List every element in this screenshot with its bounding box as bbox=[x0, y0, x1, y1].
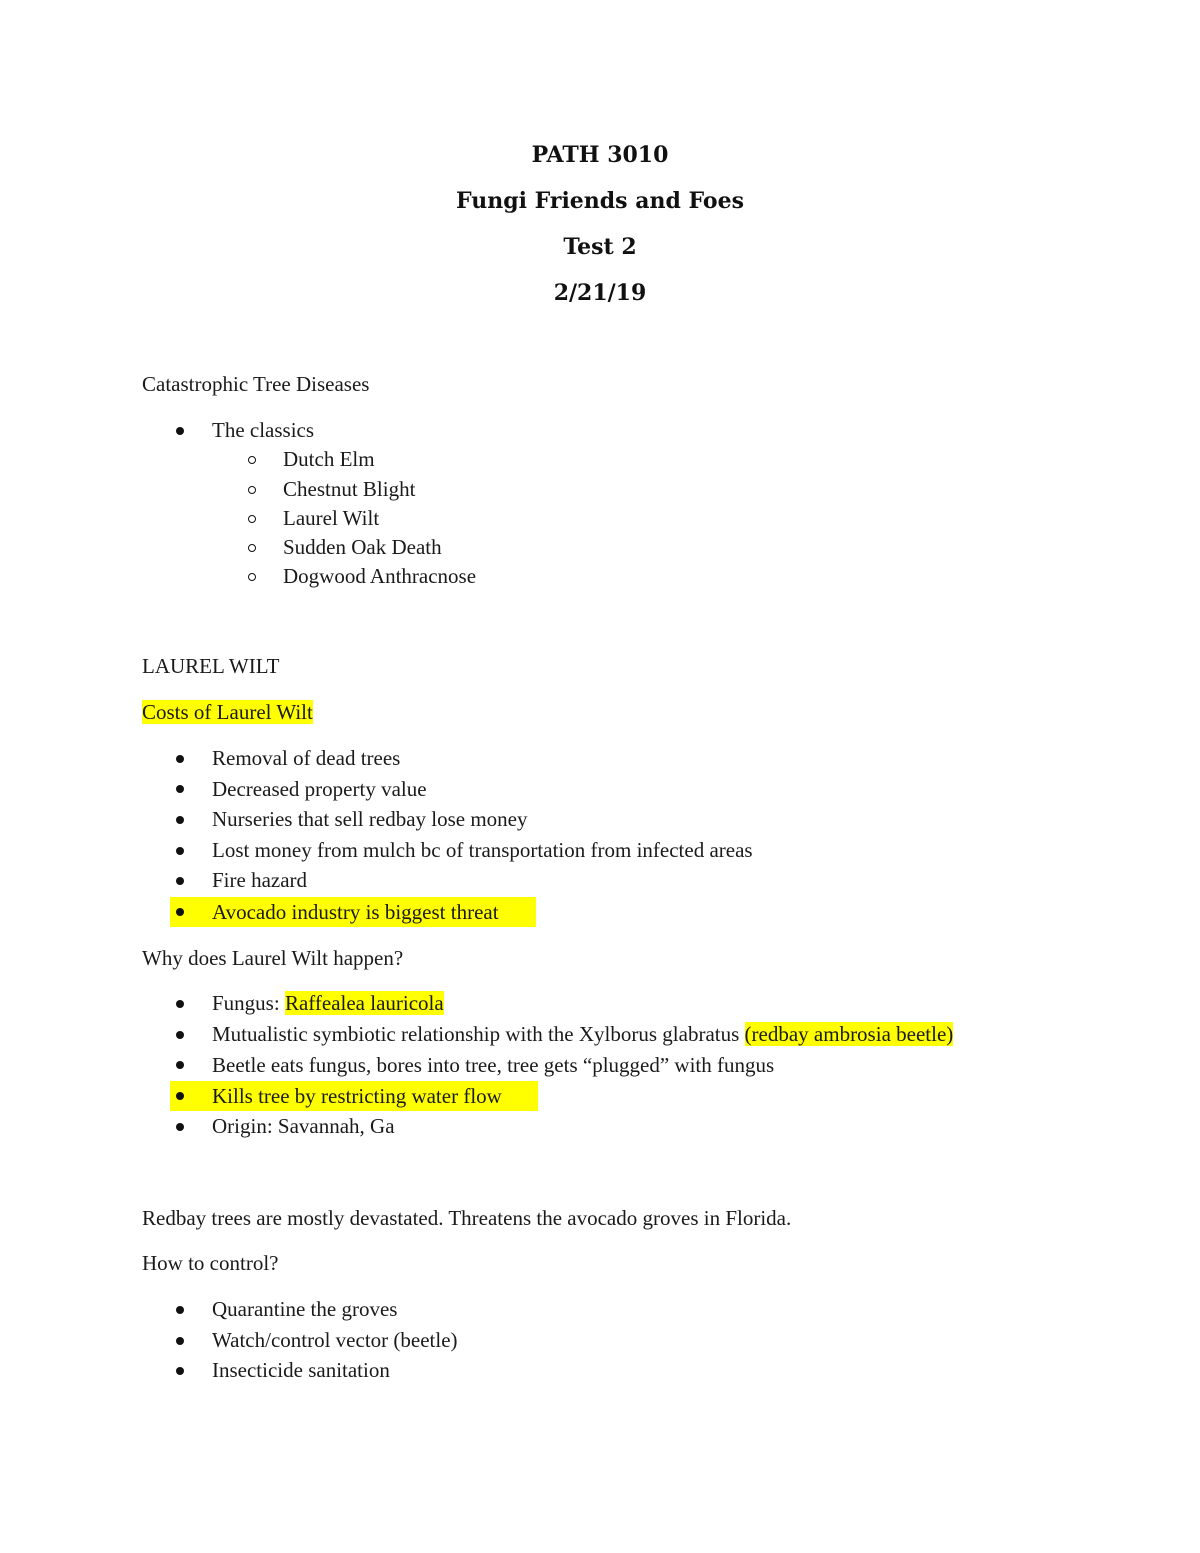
sub-list-item: Laurel Wilt bbox=[283, 506, 380, 530]
sub-list-item: Chestnut Blight bbox=[283, 477, 416, 501]
fungus-label: Fungus: bbox=[212, 991, 285, 1015]
bullet-icon bbox=[176, 1061, 184, 1069]
bullet-icon bbox=[176, 847, 184, 855]
beetle-name: (redbay ambrosia beetle) bbox=[744, 1022, 954, 1046]
bullet-icon bbox=[176, 1000, 184, 1008]
list-item-control: Quarantine the groves bbox=[212, 1297, 398, 1321]
circle-bullet-icon bbox=[248, 573, 256, 581]
bullet-icon bbox=[176, 816, 184, 824]
course-number: PATH 3010 bbox=[531, 142, 669, 168]
list-item-control: Watch/control vector (beetle) bbox=[212, 1328, 458, 1352]
circle-bullet-icon bbox=[248, 515, 256, 523]
mutualistic-text: Mutualistic symbiotic relationship with the Xylborus glabratus bbox=[212, 1022, 745, 1046]
list-item-kills-highlighted: Kills tree by restricting water flow bbox=[212, 1084, 502, 1108]
costs-heading-text: Costs of Laurel Wilt bbox=[142, 700, 313, 724]
bullet-icon bbox=[176, 1031, 184, 1039]
list-item-cost: Fire hazard bbox=[212, 868, 308, 892]
list-item-control: Insecticide sanitation bbox=[212, 1358, 390, 1382]
section-heading-catastrophic: Catastrophic Tree Diseases bbox=[142, 372, 370, 396]
list-item-origin: Origin: Savannah, Ga bbox=[212, 1114, 395, 1138]
bullet-icon bbox=[176, 1337, 184, 1345]
why-heading: Why does Laurel Wilt happen? bbox=[142, 946, 404, 970]
test-label: Test 2 bbox=[563, 234, 637, 260]
bullet-icon bbox=[176, 1367, 184, 1375]
bullet-icon bbox=[176, 1306, 184, 1314]
list-item-cost: Lost money from mulch bc of transportation from infected areas bbox=[212, 838, 753, 862]
sub-list-item: Sudden Oak Death bbox=[283, 535, 442, 559]
circle-bullet-icon bbox=[248, 486, 256, 494]
section-heading-laurel-wilt: LAUREL WILT bbox=[142, 654, 280, 678]
bullet-icon bbox=[176, 908, 184, 916]
list-item-mutualistic bbox=[212, 1021, 953, 1047]
redbay-note: Redbay trees are mostly devastated. Threatens the avocado groves in Florida. bbox=[142, 1206, 792, 1230]
control-heading: How to control? bbox=[142, 1251, 279, 1275]
bullet-icon bbox=[176, 785, 184, 793]
bullet-icon bbox=[176, 427, 184, 435]
sub-list-item: Dogwood Anthracnose bbox=[283, 564, 477, 588]
list-item-cost: Nurseries that sell redbay lose money bbox=[212, 807, 528, 831]
bullet-icon bbox=[176, 1092, 184, 1100]
circle-bullet-icon bbox=[248, 544, 256, 552]
sub-list-item: Dutch Elm bbox=[283, 447, 375, 471]
list-item-beetle-eats: Beetle eats fungus, bores into tree, tree gets “plugged” with fungus bbox=[212, 1053, 775, 1077]
costs-heading bbox=[142, 699, 313, 725]
circle-bullet-icon bbox=[248, 456, 256, 464]
date-label: 2/21/19 bbox=[553, 280, 647, 306]
list-item-cost: Decreased property value bbox=[212, 777, 427, 801]
fungus-name: Raffealea lauricola bbox=[284, 991, 444, 1015]
list-item-classics: The classics bbox=[212, 418, 315, 442]
bullet-icon bbox=[176, 755, 184, 763]
list-item-cost: Removal of dead trees bbox=[212, 746, 401, 770]
bullet-icon bbox=[176, 1123, 184, 1131]
list-item-fungus bbox=[212, 990, 444, 1016]
list-item-cost-highlighted: Avocado industry is biggest threat bbox=[212, 900, 499, 924]
course-title: Fungi Friends and Foes bbox=[456, 188, 744, 214]
bullet-icon bbox=[176, 877, 184, 885]
